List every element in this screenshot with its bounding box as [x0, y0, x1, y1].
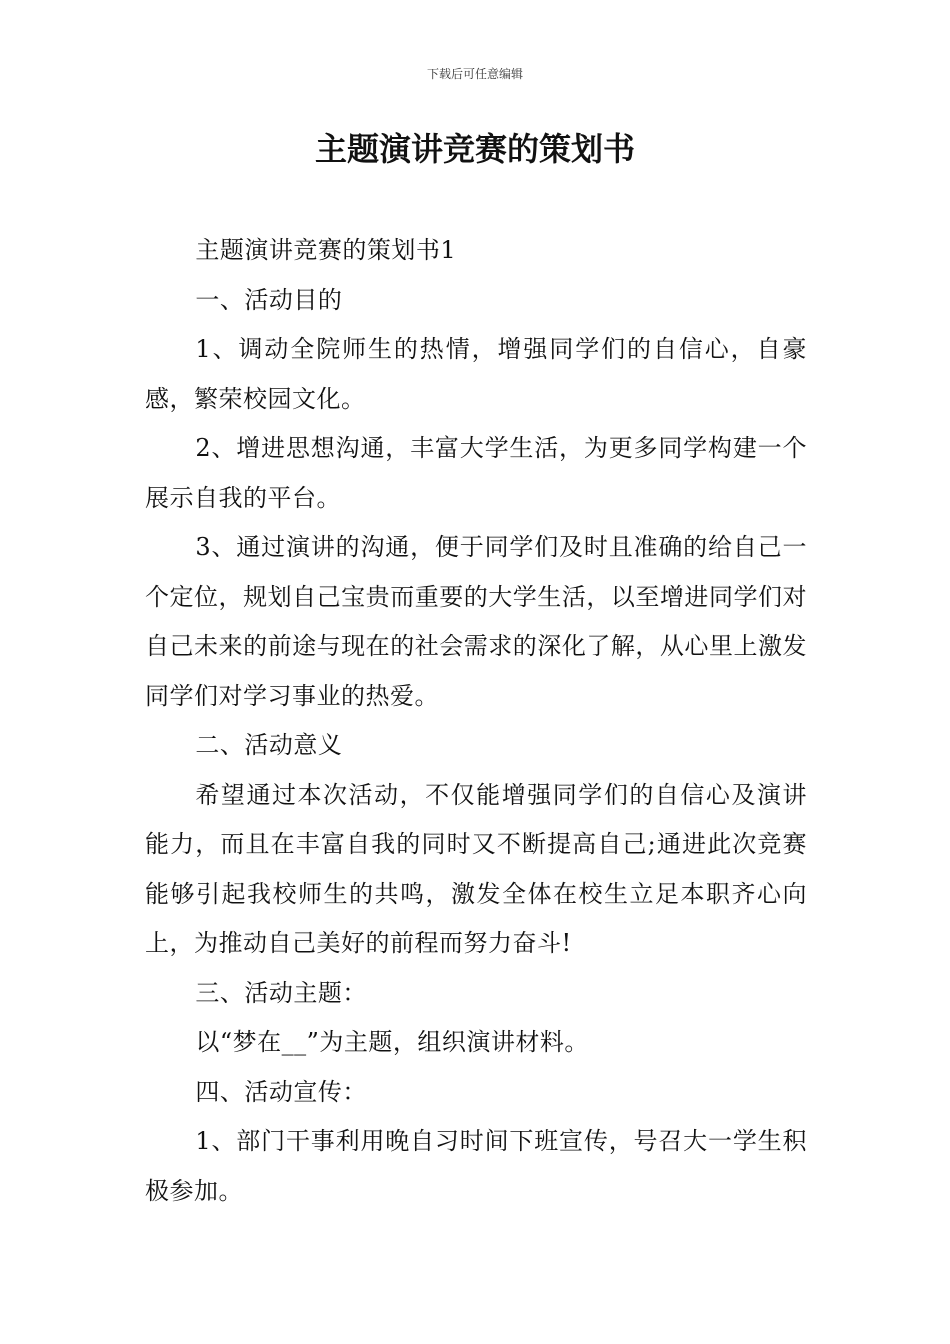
paragraph-theme: 以“梦在__”为主题，组织演讲材料。	[195, 1028, 589, 1056]
section-heading-publicity: 四、活动宣传：	[195, 1077, 367, 1106]
paragraph-purpose-1: 1、调动全院师生的热情，增强同学们的自信心，自豪感，繁荣校园文化。	[145, 335, 807, 413]
paragraph-significance: 希望通过本次活动，不仅能增强同学们的自信心及演讲能力，而且在丰富自我的同时又不断提高自己;通进此次竞赛能够引起我校师生的共鸣，激发全体在校生立足本职齐心向上，为推动自己美好的前程而努力奋斗!	[145, 780, 807, 957]
paragraph-publicity-1: 1、部门干事利用晚自习时间下班宣传，号召大一学生积极参加。	[145, 1127, 807, 1205]
header-note: 下载后可任意编辑	[426, 67, 523, 81]
section-heading-significance: 二、活动意义	[195, 731, 343, 759]
section-heading-theme: 三、活动主题：	[195, 978, 367, 1007]
document-body	[145, 226, 807, 1216]
paragraph-purpose-2: 2、增进思想沟通，丰富大学生活，为更多同学构建一个展示自我的平台。	[145, 434, 807, 512]
document-title: 主题演讲竞赛的策划书	[314, 130, 635, 168]
section-heading-purpose: 一、活动目的	[195, 285, 343, 314]
paragraph-subtitle: 主题演讲竞赛的策划书1	[195, 236, 457, 264]
paragraph-purpose-3: 3、通过演讲的沟通，便于同学们及时且准确的给自己一个定位，规划自己宝贵而重要的大学生活，以至增进同学们对自己未来的前途与现在的社会需求的深化了解，从心里上激发同学们对学习事业的热爱。	[145, 533, 807, 710]
